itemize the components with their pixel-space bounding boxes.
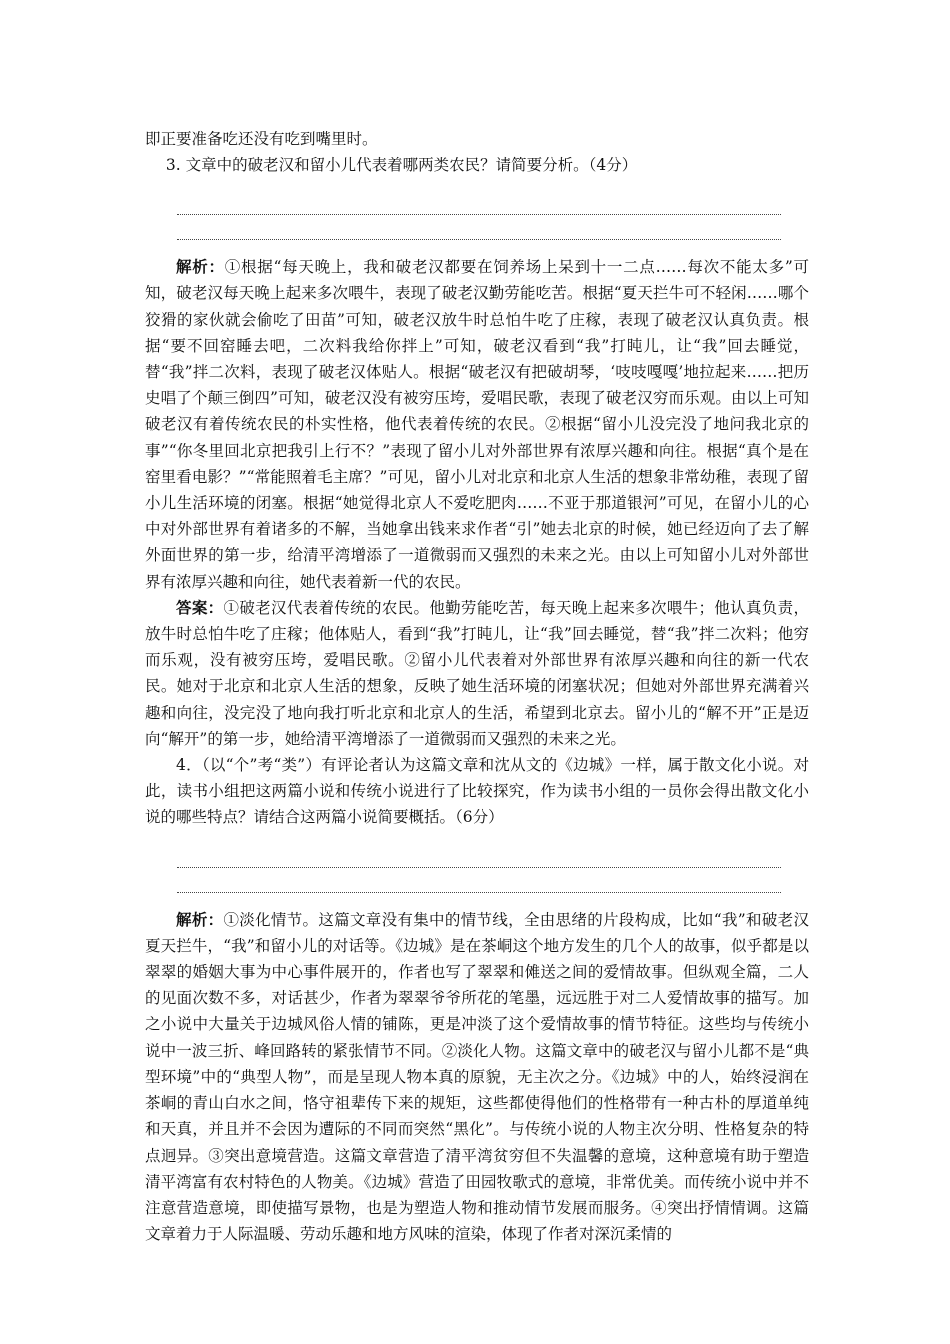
question-4: 4．（以“个”考“类”）有评论者认为这篇文章和沈从文的《边城》一样，属于散文化小说。对此，读书小组把这两篇小说和传统小说进行了比较探究，作为读书小组的一员你会得出散文化小说的哪些特点？请结合这两篇小说简要概括。（6分） [145, 756, 809, 827]
q3-analysis [145, 254, 809, 595]
answer-label: 答案： [176, 597, 224, 617]
q3-answer-text: ①破老汉代表着传统的农民。他勤劳能吃苦，每天晚上起来多次喂牛；他认真负责，放牛时总怕牛吃了庄稼；他体贴人，看到“我”打盹儿，让“我”回去睡觉，替“我”拌二次料；他穷而乐观，没有被穷压垮，爱唱民歌。②留小儿代表着对外部世界有浓厚兴趣和向往的新一代农民。她对于北京和北京人生活的想象，反映了她生活环境的闭塞状况；但她对外部世界充满着兴趣和向往，没完没了地向我打听北京和北京人的生活，希望到北京去。留小儿的“解不开”正是迈向“解开”的第一步，她给清平湾增添了一道微弱而又强烈的未来之光。 [145, 598, 809, 748]
top-line: 即正要准备吃还没有吃到嘴里时。 [145, 130, 378, 148]
answer-line [177, 190, 781, 215]
answer-lines-q3 [177, 190, 781, 240]
answer-lines-q4 [177, 843, 781, 893]
q3-answer [145, 595, 809, 752]
answer-line [177, 843, 781, 868]
question-3: 3. 文章中的破老汉和留小儿代表着哪两类农民？请简要分析。（4分） [165, 156, 638, 175]
analysis-label: 解析： [176, 257, 225, 277]
answer-line [177, 215, 781, 240]
q3-analysis-text: ①根据“每天晚上，我和破老汉都要在饲养场上呆到十一二点……每次不能太多”可知，破老汉每天晚上起来多次喂牛，表现了破老汉勤劳能吃苦。根据“夏天拦牛可不轻闲……哪个狡猾的家伙就会偷吃了田苗”可知，破老汉放牛时总怕牛吃了庄稼，表现了破老汉认真负责。根据“要不回窑睡去吧，二次料我给你拌上”可知，破老汉看到“我”打盹儿，让“我”回去睡觉，替“我”拌二次料，表现了破老汉体贴人。根据“破老汉有把破胡琴，‘吱吱嘎嘎’地拉起来……把历史唱了个颠三倒四”可知，破老汉没有被穷压垮，爱唱民歌，表现了破老汉穷而乐观。由以上可知破老汉有着传统农民的朴实性格，他代表着传统的农民。②根据“留小儿没完没了地问我北京的事”“你冬里回北京把我引上行不？”表现了留小儿对外部世界有浓厚兴趣和向往。根据“真个是在窑里看电影？”“常能照着毛主席？”可见，留小儿对北京和北京人生活的想象非常幼稚，表现了留小儿生活环境的闭塞。根据“她觉得北京人不爱吃肥肉……不亚于那道银河”可见，在留小儿的心中对外部世界有着诸多的不解，当她拿出钱来求作者“引”她去北京的时候，她已经迈向了去了解外面世界的第一步，给清平湾增添了一道微弱而又强烈的未来之光。由以上可知留小儿对外部世界有浓厚兴趣和向往，她代表着新一代的农民。 [145, 258, 809, 591]
q4-analysis-text: ①淡化情节。这篇文章没有集中的情节线，全由思绪的片段构成，比如“我”和破老汉夏天拦牛，“我”和留小儿的对话等。《边城》是在茶峒这个地方发生的几个人的故事，似乎都是以翠翠的婚姻大事为中心事件展开的，作者也写了翠翠和傩送之间的爱情故事。但纵观全篇，二人的见面次数不多，对话甚少，作者为翠翠爷爷所花的笔墨，远远胜于对二人爱情故事的描写。加之小说中大量关于边城风俗人情的铺陈，更是冲淡了这个爱情故事的情节特征。这些均与传统小说中一波三折、峰回路转的紧张情节不同。②淡化人物。这篇文章中的破老汉与留小儿都不是“典型环境”中的“典型人物”，而是呈现人物本真的原貌，无主次之分。《边城》中的人，始终浸润在茶峒的青山白水之间，恪守祖辈传下来的规矩，这些都使得他们的性格带有一种古朴的厚道单纯和天真，并且并不会因为遭际的不同而突然“黑化”。与传统小说的人物主次分明、性格复杂的特点迥异。③突出意境营造。这篇文章营造了清平湾贫穷但不失温馨的意境，这种意境有助于塑造清平湾富有农村特色的人物美。《边城》营造了田园牧歌式的意境，非常优美。而传统小说中并不注意营造意境，即使描写景物，也是为塑造人物和推动情节发展而服务。④突出抒情情调。这篇文章着力于人际温暖、劳动乐趣和地方风味的渲染，体现了作者对深沉柔情的 [145, 910, 809, 1244]
answer-line [177, 868, 781, 893]
q4-analysis [145, 907, 809, 1248]
document-page [145, 126, 809, 1247]
analysis-label: 解析： [176, 909, 224, 929]
